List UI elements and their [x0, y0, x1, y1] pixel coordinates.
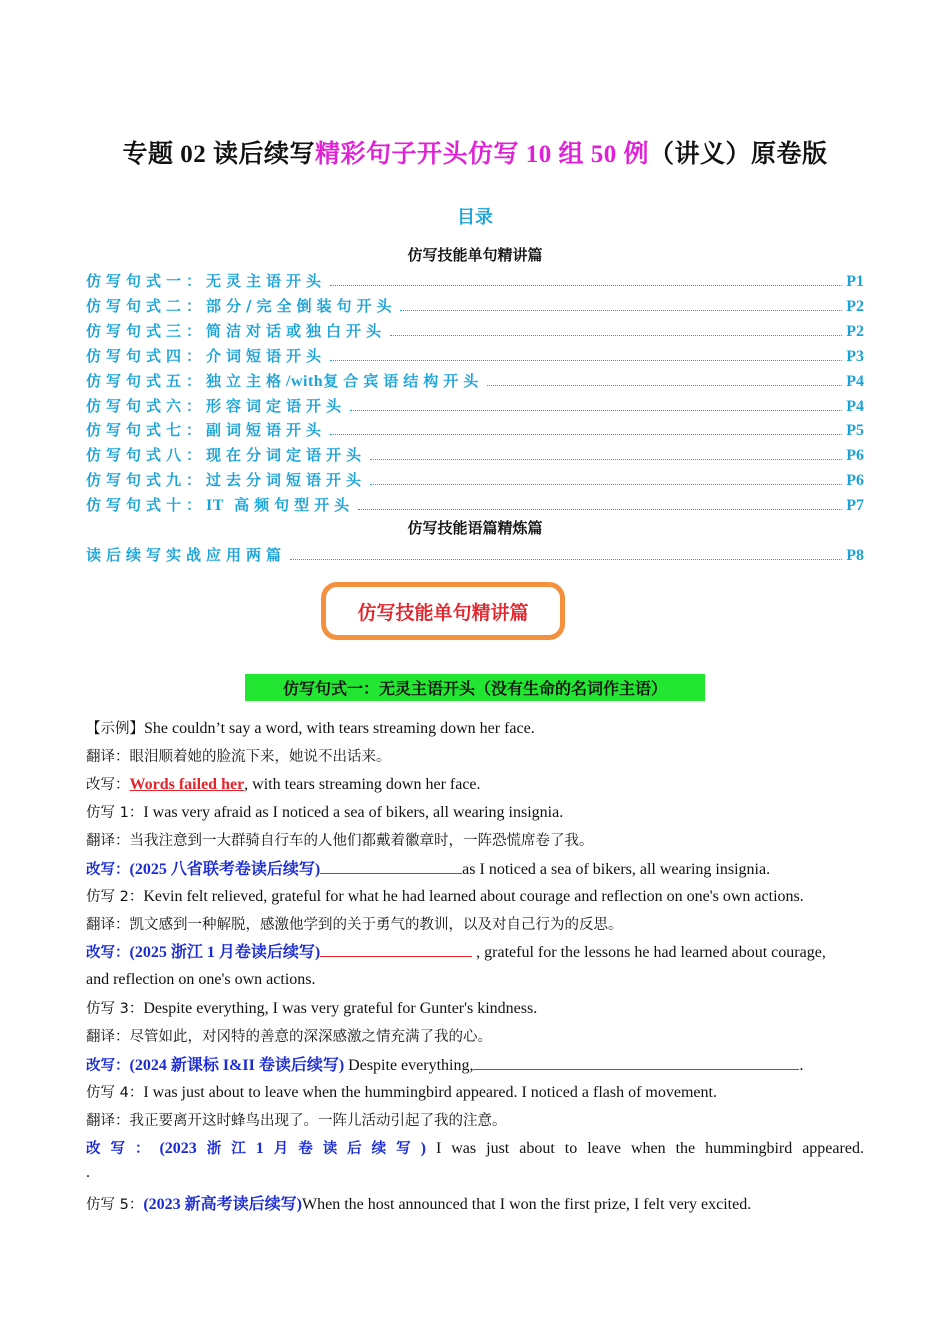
toc-entry-label: 仿写句式十：IT 高频句型开头 — [86, 496, 355, 514]
toc-page: P7 — [846, 497, 864, 514]
toc-entry-label: 仿写句式六：形容词定语开头 — [86, 397, 347, 415]
title-part3: （讲义）原卷版 — [649, 141, 828, 168]
toc-entry-label: 仿写句式四：介词短语开头 — [86, 347, 327, 365]
toc-page: P8 — [846, 547, 864, 564]
practice-3-rewrite: 改写：(2024 新课标 I&II 卷读后续写) Despite everything, . — [86, 1057, 804, 1074]
toc-leader — [350, 409, 842, 411]
toc-leader — [330, 284, 842, 286]
source-tag: (2024 新课标 I&II 卷读后续写) — [129, 1057, 345, 1074]
practice-1-rewrite: 改写：(2025 八省联考卷读后续写) as I noticed a sea of bikers, all wearing insignia. — [86, 861, 771, 878]
toc-page: P2 — [846, 323, 864, 340]
practice-1-translation: 翻译：当我注意到一大群骑自行车的人他们都戴着徽章时，一阵恐慌席卷了我。 — [86, 833, 594, 849]
toc-page: P4 — [846, 398, 864, 415]
fill-blank[interactable] — [320, 859, 462, 874]
practice-4-rewrite-cont: . — [86, 1164, 90, 1181]
toc-page: P1 — [846, 273, 864, 290]
page-title — [0, 134, 950, 170]
title-highlight: 精彩句子开头仿写 10 组 50 例 — [314, 141, 649, 168]
toc-page: P5 — [846, 422, 864, 439]
toc-leader — [358, 508, 842, 510]
toc-leader — [290, 558, 842, 560]
toc-entry[interactable] — [86, 541, 864, 565]
practice-2-translation: 翻译：凯文感到一种解脱，感激他学到的关于勇气的教训，以及对自己行为的反思。 — [86, 917, 623, 933]
example-translation: 翻译：眼泪顺着她的脸流下来，她说不出话来。 — [86, 749, 391, 765]
toc-entry-label: 仿写句式七：副词短语开头 — [86, 421, 327, 439]
toc-entry-label: 仿写句式五：独立主格/with复合宾语结构开头 — [86, 372, 484, 390]
toc-entry[interactable] — [86, 317, 864, 341]
toc-entry-label: 仿写句式八：现在分词定语开头 — [86, 446, 367, 464]
toc-entry[interactable] — [86, 491, 864, 515]
practice-2-rewrite-cont: and reflection on one's own actions. — [86, 971, 316, 988]
toc-page: P3 — [846, 348, 864, 365]
toc-entry[interactable] — [86, 367, 864, 391]
source-tag: (2023 新高考读后续写) — [143, 1196, 303, 1213]
toc-heading: 目录 — [457, 207, 493, 228]
rewrite-answer: Words failed her — [129, 776, 245, 793]
practice-3: 仿写 3：Despite everything, I was very grateful for Gunter's kindness. — [86, 1000, 538, 1017]
fill-blank[interactable] — [320, 942, 472, 957]
toc-entry[interactable] — [86, 267, 864, 291]
toc-entry-label: 仿写句式三：简洁对话或独白开头 — [86, 322, 387, 340]
practice-4-rewrite: 改 写 ： (2023 浙 江 1 月 卷 读 后 续 写 ) I was just about to leave when the hummingbird appeared. — [86, 1140, 864, 1157]
toc-entry-label: 仿写句式一：无灵主语开头 — [86, 272, 327, 290]
toc-page: P2 — [846, 298, 864, 315]
title-part1: 专题 02 读后续写 — [122, 141, 315, 168]
toc-entry[interactable] — [86, 466, 864, 490]
source-tag: (2025 浙江 1 月卷读后续写) — [129, 944, 321, 961]
toc-entry[interactable] — [86, 292, 864, 316]
toc-entry[interactable] — [86, 392, 864, 416]
source-tag: (2025 八省联考卷读后续写) — [129, 861, 321, 878]
practice-2: 仿写 2：Kevin felt relieved, grateful for what he had learned about courage and reflection on one's own actions. — [86, 888, 804, 905]
toc-leader — [400, 309, 842, 311]
source-tag: (2023 — [159, 1140, 197, 1157]
toc-entry-label: 读后续写实战应用两篇 — [86, 546, 287, 564]
toc-entry[interactable] — [86, 416, 864, 440]
toc-entry[interactable] — [86, 342, 864, 366]
example-rewrite: 改写：Words failed her, with tears streaming down her face. — [86, 776, 481, 793]
toc-leader — [330, 359, 842, 361]
toc-entry[interactable] — [86, 441, 864, 465]
practice-2-rewrite: 改写：(2025 浙江 1 月卷读后续写) , grateful for the lessons he had learned about courage, — [86, 944, 826, 961]
toc-entry-label: 仿写句式九：过去分词短语开头 — [86, 471, 367, 489]
practice-5: 仿写 5：(2023 新高考读后续写)When the host announced that I won the first prize, I felt very excited. — [86, 1196, 752, 1213]
toc-section1-heading: 仿写技能单句精讲篇 — [407, 246, 543, 264]
toc-page: P4 — [846, 373, 864, 390]
toc-page: P6 — [846, 472, 864, 489]
toc-leader — [487, 384, 842, 386]
practice-3-translation: 翻译：尽管如此，对冈特的善意的深深感激之情充满了我的心。 — [86, 1029, 492, 1045]
section-title: 仿写句式一：无灵主语开头（没有生命的名词作主语） — [245, 674, 705, 701]
practice-4: 仿写 4：I was just about to leave when the hummingbird appeared. I noticed a flash of movement. — [86, 1084, 717, 1101]
toc-entry-label: 仿写句式二：部分/完全倒装句开头 — [86, 297, 397, 315]
fill-blank[interactable] — [473, 1055, 799, 1070]
practice-1: 仿写 1：I was very afraid as I noticed a sea of bikers, all wearing insignia. — [86, 804, 564, 821]
toc-leader — [370, 458, 842, 460]
section-banner: 仿写技能单句精讲篇 — [321, 582, 565, 640]
toc-leader — [390, 334, 842, 336]
toc-section2-heading: 仿写技能语篇精炼篇 — [407, 519, 543, 537]
example-line: 【示例】She couldn’t say a word, with tears streaming down her face. — [86, 720, 535, 737]
practice-4-translation: 翻译：我正要离开这时蜂鸟出现了。一阵儿活动引起了我的注意。 — [86, 1113, 507, 1129]
toc-page: P6 — [846, 447, 864, 464]
toc-leader — [370, 483, 842, 485]
toc-leader — [330, 433, 842, 435]
